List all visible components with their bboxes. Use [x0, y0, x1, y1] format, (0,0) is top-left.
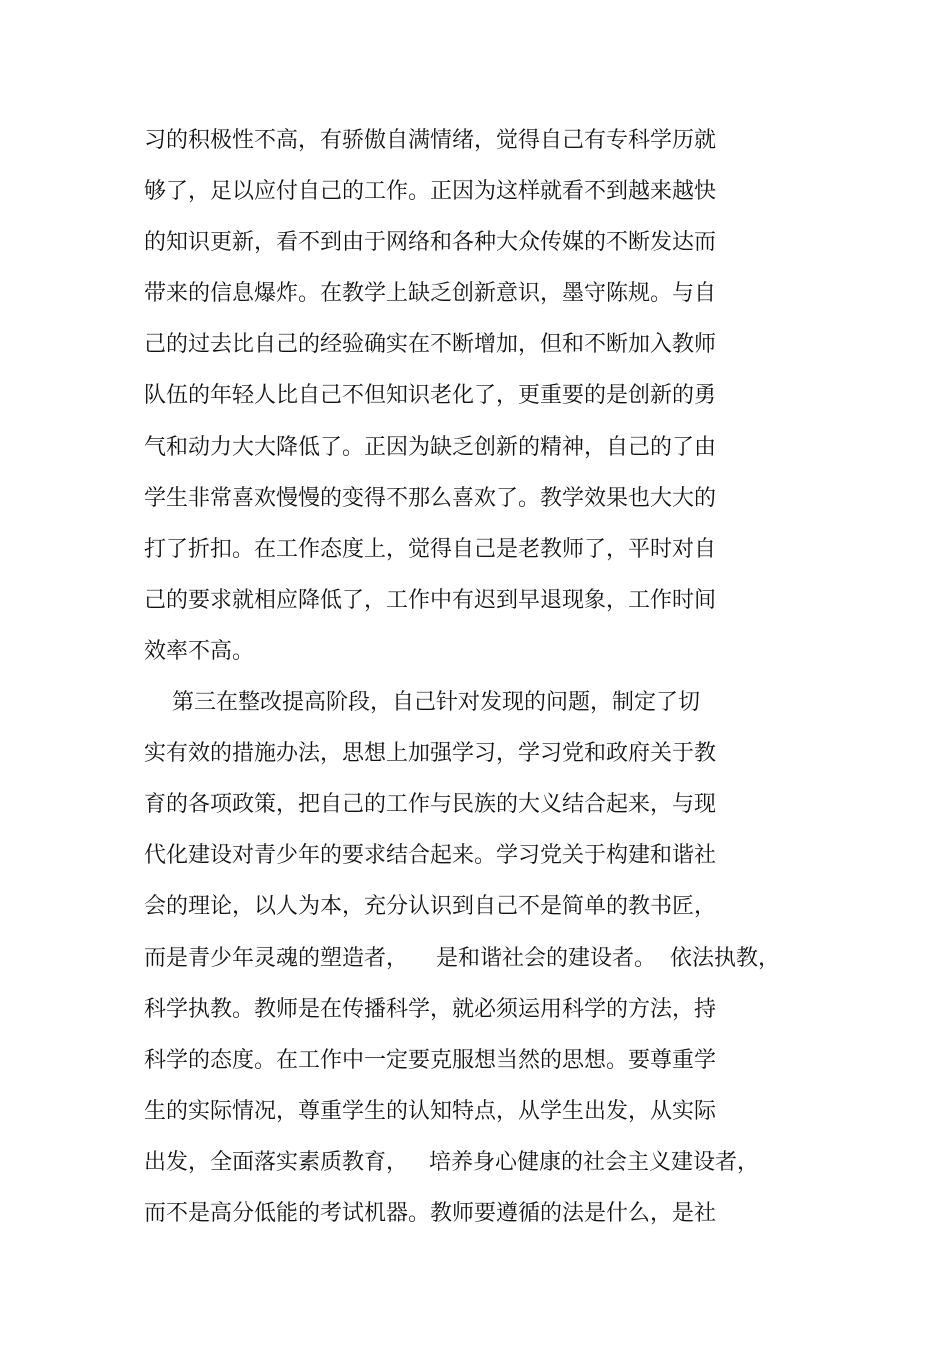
text-line-4: 带来的信息爆炸。在教学上缺乏创新意识，墨守陈规。与自 — [144, 281, 717, 307]
text-line-3: 的知识更新，看不到由于网络和各种大众传媒的不断发达而 — [144, 230, 717, 256]
text-line-18: 科学执教。教师是在传播科学，就必须运用科学的方法，持 — [144, 996, 717, 1022]
text-line-2: 够了，足以应付自己的工作。正因为这样就看不到越来越快 — [144, 179, 717, 205]
text-line-19: 科学的态度。在工作中一定要克服想当然的思想。要尊重学 — [144, 1047, 717, 1073]
text-line-5: 己的过去比自己的经验确实在不断增加，但和不断加入教师 — [144, 332, 717, 358]
text-line-11: 效率不高。 — [144, 638, 255, 664]
text-line-22: 而不是高分低能的考试机器。教师要遵循的法是什么，是社 — [144, 1200, 717, 1226]
text-line-16: 会的理论，以人为本，充分认识到自己不是简单的教书匠， — [144, 894, 717, 920]
text-line-20: 生的实际情况，尊重学生的认知特点，从学生出发，从实际 — [144, 1098, 717, 1124]
text-line-9: 打了折扣。在工作态度上，觉得自己是老教师了，平时对自 — [144, 536, 717, 562]
text-line-7: 气和动力大大降低了。正因为缺乏创新的精神，自己的了由 — [144, 434, 717, 460]
text-line-1: 习的积极性不高，有骄傲自满情绪，觉得自己有专科学历就 — [144, 128, 717, 153]
text-line-21: 出发，全面落实素质教育， 培养身心健康的社会主义建设者， — [144, 1149, 759, 1175]
body-text — [144, 122, 824, 1246]
text-line-6: 队伍的年轻人比自己不但知识老化了，更重要的是创新的勇 — [144, 383, 717, 409]
text-line-17: 而是青少年灵魂的塑造者， 是和谐社会的建设者。 依法执教， — [144, 945, 780, 971]
text-line-8: 学生非常喜欢慢慢的变得不那么喜欢了。教学效果也大大的 — [144, 485, 717, 511]
text-line-10: 己的要求就相应降低了，工作中有迟到早退现象，工作时间 — [144, 587, 717, 613]
text-line-14: 育的各项政策，把自己的工作与民族的大义结合起来，与现 — [144, 792, 717, 818]
text-line-15: 代化建设对青少年的要求结合起来。学习党关于构建和谐社 — [144, 843, 717, 869]
text-line-12: 第三在整改提高阶段，自己针对发现的问题，制定了切 — [144, 690, 700, 716]
text-line-13: 实有效的措施办法，思想上加强学习，学习党和政府关于教 — [144, 741, 717, 767]
